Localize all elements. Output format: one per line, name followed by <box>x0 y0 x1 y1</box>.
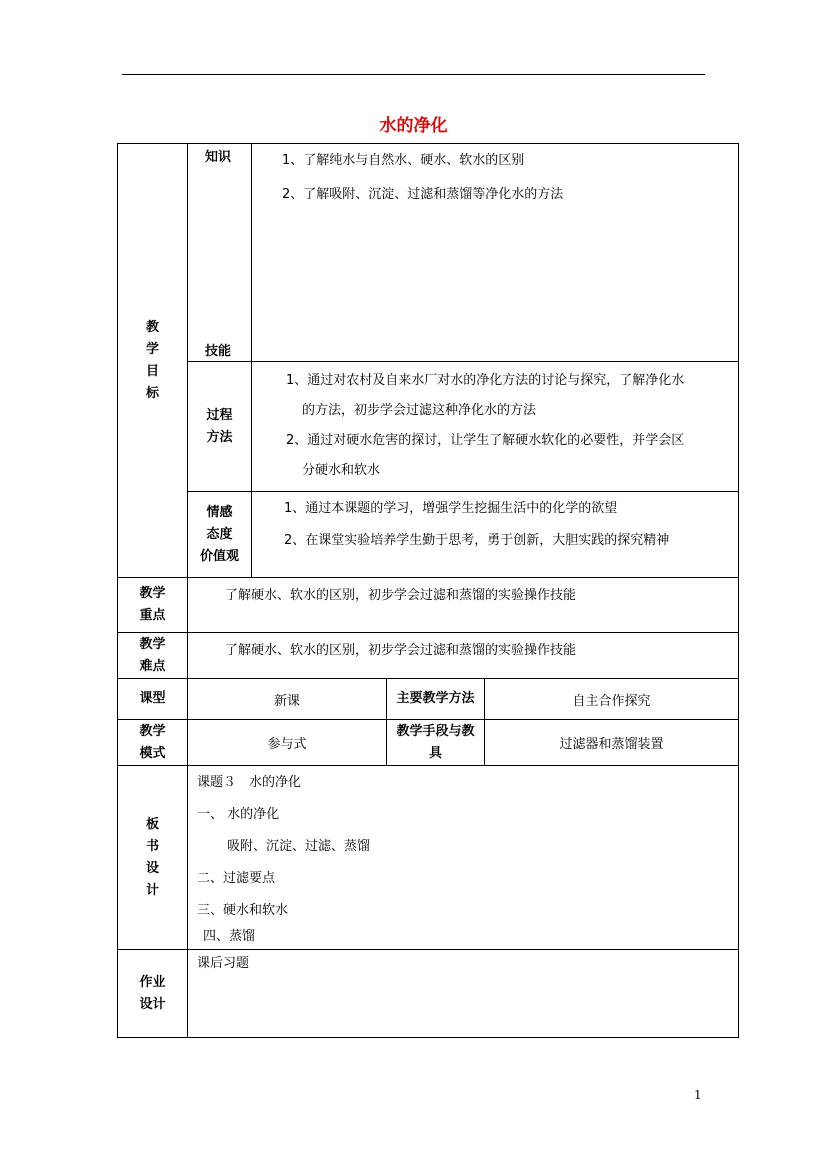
tools-value: 过滤器和蒸馏装置 <box>485 720 739 766</box>
teaching-mode-label: 教学 模式 <box>118 720 188 766</box>
key-point-content <box>188 578 739 633</box>
board-line: 二、过滤要点 <box>197 871 276 886</box>
key-point-text: 了解硬水、软水的区别，初步学会过滤和蒸馏的实验操作技能 <box>225 588 577 603</box>
header-rule <box>122 74 705 75</box>
difficulty-label: 教学 难点 <box>118 633 188 679</box>
knowledge-label-top: 知识 <box>205 150 232 165</box>
homework-label: 作业 设计 <box>118 950 188 1038</box>
knowledge-label-bottom: 技能 <box>205 344 232 359</box>
emotion-item: 2、在课堂实验培养学生勤于思考，勇于创新，大胆实践的探究精神 <box>284 533 670 548</box>
method-value: 自主合作探究 <box>485 679 739 720</box>
board-label: 板 书 设 计 <box>118 766 188 950</box>
teaching-mode-value: 参与式 <box>188 720 387 766</box>
board-line: 三、硬水和软水 <box>197 903 289 918</box>
emotion-item: 1、通过本课题的学习，增强学生挖掘生活中的化学的欲望 <box>284 501 618 516</box>
homework-text: 课后习题 <box>197 956 250 971</box>
process-label: 过程 方法 <box>188 362 252 492</box>
emotion-label: 情感 态度 价值观 <box>188 492 252 578</box>
process-item: 2、通过对硬水危害的探讨，让学生了解硬水软化的必要性，并学会区 <box>286 432 685 448</box>
lesson-plan-table <box>117 143 739 1038</box>
knowledge-content <box>252 144 739 362</box>
knowledge-item: 2、了解吸附、沉淀、过滤和蒸馏等净化水的方法 <box>282 187 564 202</box>
board-line: 吸附、沉淀、过滤、蒸馏 <box>227 839 371 854</box>
process-content <box>252 362 739 492</box>
process-item: 的方法，初步学会过滤这种净化水的方法 <box>302 402 537 418</box>
key-point-label: 教学 重点 <box>118 578 188 633</box>
objectives-label: 教 学 目 标 <box>118 144 188 578</box>
page-number: 1 <box>694 1088 702 1102</box>
method-label: 主要教学方法 <box>387 679 485 720</box>
lesson-type-value: 新课 <box>188 679 387 720</box>
difficulty-content <box>188 633 739 679</box>
process-item: 分硬水和软水 <box>302 462 381 478</box>
knowledge-item: 1、了解纯水与自然水、硬水、软水的区别 <box>282 153 525 168</box>
process-item: 1、通过对农村及自来水厂对水的净化方法的讨论与探究，了解净化水 <box>286 372 685 388</box>
board-content <box>188 766 739 950</box>
tools-label: 教学手段与教 具 <box>387 720 485 766</box>
emotion-content <box>252 492 739 578</box>
page-title: 水的净化 <box>379 116 448 136</box>
knowledge-label-cell <box>188 144 252 362</box>
lesson-type-label: 课型 <box>118 679 188 720</box>
difficulty-text: 了解硬水、软水的区别，初步学会过滤和蒸馏的实验操作技能 <box>225 643 577 658</box>
board-line: 课题３ 水的净化 <box>197 775 302 790</box>
board-line: 一、 水的净化 <box>197 807 280 822</box>
board-line: 四、蒸馏 <box>203 929 256 944</box>
homework-content <box>188 950 739 1038</box>
